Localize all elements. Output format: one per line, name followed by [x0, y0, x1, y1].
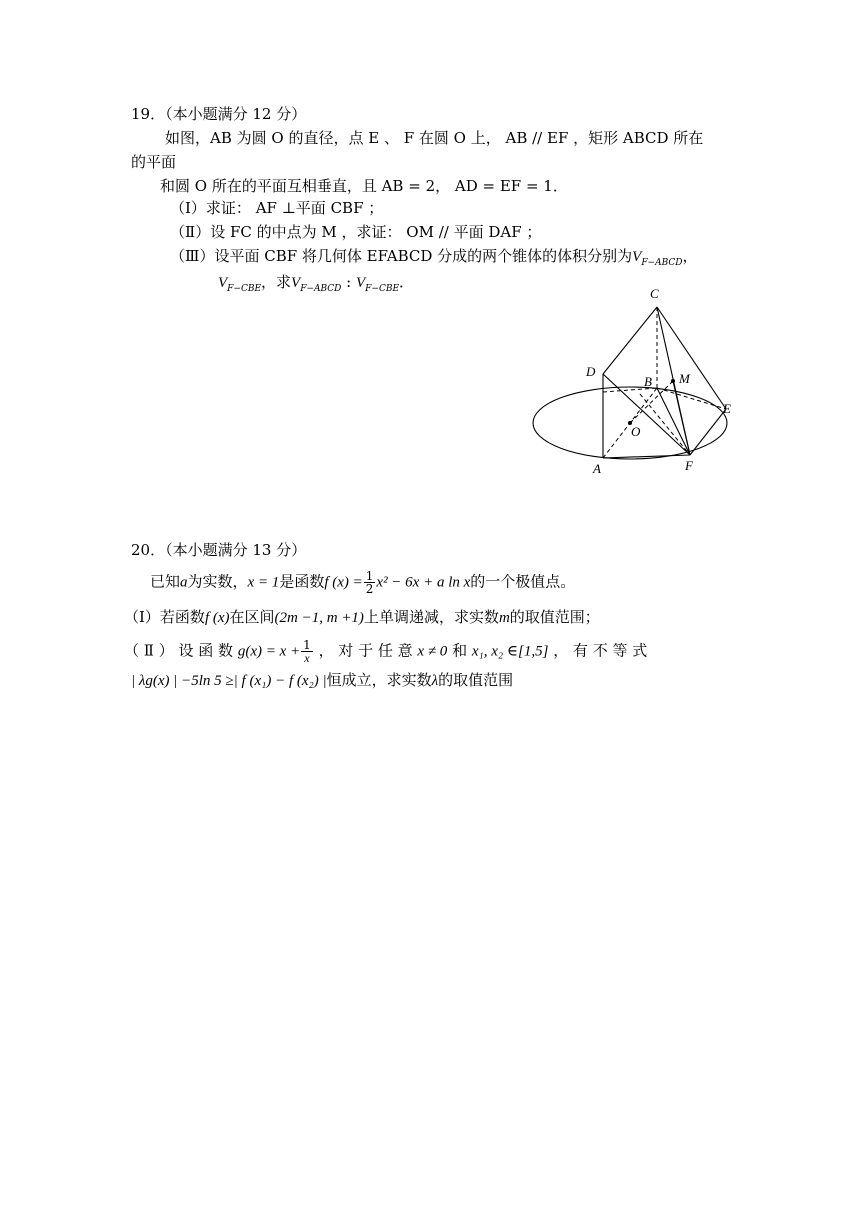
inequality: | λg(x) | −5ln 5 ≥| f (x₁) − f (x₂) |	[131, 673, 327, 689]
label-b: B	[644, 374, 652, 389]
condition-x1: x = 1	[247, 574, 280, 591]
part1-var-m: m	[498, 610, 510, 626]
q19-part3-line2	[218, 272, 414, 299]
condition-x-nonzero: x ≠ 0	[417, 643, 448, 660]
q20-stem-text-c: 是函数	[279, 572, 325, 591]
q19-stem-line3: 和圆 O 所在的平面互相垂直，且 AB = 2， AD = EF = 1．	[160, 177, 568, 195]
ratio-v1: V	[291, 275, 301, 291]
label-d: D	[586, 364, 596, 379]
q20-part1	[124, 607, 600, 628]
ratio-v1-sub: F−ABCD	[300, 284, 342, 294]
edge-ce	[657, 307, 726, 409]
q20-part2-line2	[131, 670, 513, 691]
volume-v2: V	[218, 275, 228, 291]
point-m	[671, 379, 675, 383]
q19-stem-line2: 的平面	[131, 153, 177, 171]
q20-part1-text-a: （Ⅰ）若函数	[124, 608, 205, 626]
fraction-one-over-x	[301, 639, 313, 664]
q19-part1: （Ⅰ）求证： AF ⊥平面 CBF ；	[170, 199, 384, 217]
q20-part2-text-b: ， 对 于 任 意	[318, 641, 413, 660]
label-o: O	[631, 424, 641, 439]
label-a: A	[593, 461, 601, 476]
function-f-rhs: x² − 6x + a ln x	[376, 574, 471, 591]
q20-part2-line1	[124, 639, 647, 664]
ratio-v2: V	[355, 275, 366, 291]
q20-part1-text-c: 上单调递减，求实数	[363, 608, 499, 626]
range-x1-x2: x₁, x₂ ∈[1,5]	[471, 643, 549, 660]
fraction-num: 1	[365, 569, 374, 583]
q20-part2-text-e: 恒成立，求实数	[326, 671, 432, 689]
geometry-figure	[520, 280, 750, 480]
label-m: M	[679, 371, 690, 386]
q20-stem-text-b: 为实数，	[187, 572, 248, 591]
fraction-den-2: x	[304, 651, 310, 665]
q19-part3-text: （Ⅲ）设平面 CBF 将几何体 EFABCD 分成的两个锥体的体积分别为	[170, 247, 633, 265]
function-f-lhs: f (x) =	[324, 574, 363, 591]
q20-stem-text-a: 已知	[150, 572, 181, 591]
q20-part2-text-c: 和	[452, 641, 468, 660]
part1-interval: (2m −1, m +1)	[274, 610, 364, 626]
part1-function: f (x)	[204, 610, 230, 626]
q20-stem	[150, 570, 575, 595]
fraction-half	[364, 570, 376, 595]
q20-header: 20．（本小题满分 13 分）	[131, 541, 307, 559]
label-f: F	[685, 458, 693, 473]
fraction-num-2: 1	[303, 638, 311, 652]
label-c: C	[650, 286, 659, 301]
q19-part3-comma: ，	[682, 247, 698, 265]
ratio-v2-sub: F−CBE	[365, 284, 400, 294]
q20-stem-text-d: 的一个极值点。	[470, 572, 576, 591]
edge-fe	[690, 409, 726, 455]
q19-part3-ask: ，求	[261, 273, 292, 291]
q19-part3-end: ．	[399, 273, 415, 291]
volume-v2-sub: F−CBE	[227, 284, 262, 294]
q20-part2-text-f: 的取值范围	[438, 671, 514, 689]
q19-part3-line1	[170, 246, 698, 273]
var-a: a	[180, 574, 188, 591]
function-g: g(x) = x +	[237, 643, 301, 660]
q19-header: 19．（本小题满分 12 分）	[131, 105, 307, 123]
q19-stem-line1: 如图，AB 为圆 O 的直径，点 E 、 F 在圆 O 上， AB // EF ，矩形 ABCD 所在	[165, 129, 704, 147]
q20-part1-text-b: 在区间	[229, 608, 275, 626]
q20-part2-text-d: ， 有 不 等 式	[553, 641, 648, 660]
volume-v1-sub: F−ABCD	[641, 258, 683, 268]
volume-v1: V	[632, 249, 642, 265]
ratio-colon: :	[341, 273, 356, 291]
fraction-den: 2	[365, 582, 374, 596]
q19-part2: （Ⅱ）设 FC 的中点为 M ，求证： OM // 平面 DAF ；	[170, 223, 542, 241]
label-e: E	[723, 401, 731, 416]
edge-dc	[603, 307, 657, 374]
var-lambda: λ	[431, 673, 439, 689]
q20-part1-text-d: 的取值范围；	[509, 608, 600, 626]
edge-af	[603, 455, 690, 458]
q20-part2-text-a: （ Ⅱ ） 设 函 数	[124, 641, 234, 660]
